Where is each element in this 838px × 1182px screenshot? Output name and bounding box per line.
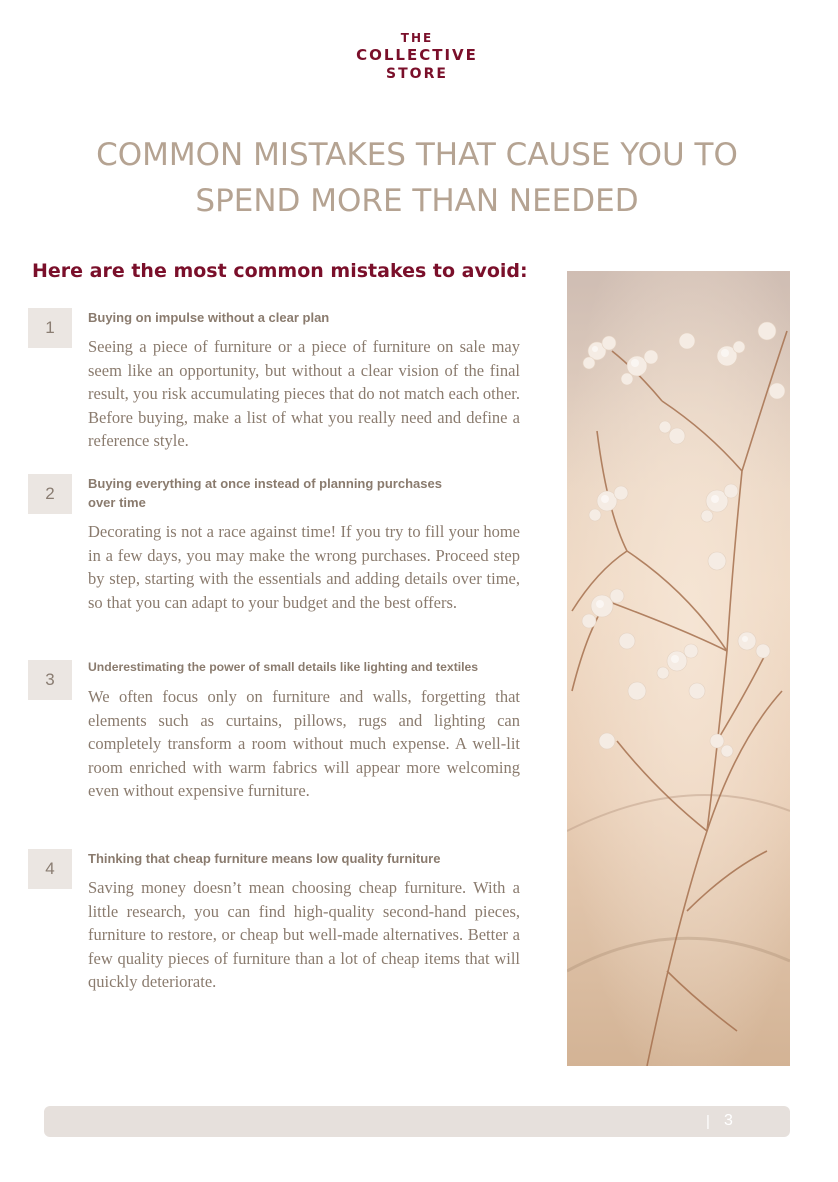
mistake-number-badge: 1	[28, 308, 72, 348]
mistake-item-3	[28, 658, 540, 803]
mistake-heading: Thinking that cheap furniture means low quality furniture	[88, 851, 441, 866]
brand-line-1: THE	[400, 31, 434, 45]
brand-line-3: STORE	[386, 66, 448, 82]
gypsophila-illustration	[567, 271, 790, 1066]
mistake-heading: Buying on impulse without a clear plan	[88, 310, 330, 325]
footer-bar	[44, 1106, 790, 1137]
mistake-body: Saving money doesn’t mean choosing cheap furniture. With a little research, you can find high-quality second-hand pieces, furniture to restore, or cheap but well-made alternatives. Better a few quality pieces of furniture than a lot of cheap items that will quickly deteriorate.	[88, 878, 520, 992]
mistake-item-4	[28, 849, 540, 994]
brand-line-2: COLLECTIVE	[356, 46, 478, 64]
intro-heading: Here are the most common mistakes to avoid:	[32, 260, 528, 282]
page-number: 3	[724, 1112, 733, 1129]
mistake-number-badge: 2	[28, 474, 72, 514]
page-title-line-2: SPEND MORE THAN NEEDED	[195, 183, 639, 219]
mistake-body: Seeing a piece of furniture or a piece of furniture on sale may seem like an opportunity, but without a clear vision of the final result, you risk accumulating pieces that do not match each other. Before buying, make a list of what you really need and define a reference style.	[88, 337, 520, 451]
dried-flowers-photo	[567, 271, 790, 1066]
mistake-body: Decorating is not a race against time! If you try to fill your home in a few days, you may make the wrong purchases. Proceed step by step, starting with the essentials and adding details over time, so that you can adapt to your budget and the best offers.	[88, 522, 520, 612]
mistake-item-1	[28, 308, 540, 453]
page-title-line-1: COMMON MISTAKES THAT CAUSE YOU TO	[96, 137, 738, 173]
page-title	[0, 132, 834, 224]
mistake-number-badge: 3	[28, 660, 72, 700]
mistake-heading: Underestimating the power of small details like lighting and textiles	[88, 660, 479, 674]
mistake-number-badge: 4	[28, 849, 72, 889]
page-number-separator: |	[706, 1113, 710, 1130]
brand-logo	[0, 31, 834, 83]
mistake-heading: Buying everything at once instead of planning purchases over time	[88, 476, 442, 510]
mistake-body: We often focus only on furniture and walls, forgetting that elements such as curtains, pillows, rugs and lighting can completely transform a room without much expense. A well-lit room enriched with warm fabrics will appear more welcoming even without expensive furniture.	[88, 687, 520, 801]
mistake-item-2	[28, 474, 540, 614]
